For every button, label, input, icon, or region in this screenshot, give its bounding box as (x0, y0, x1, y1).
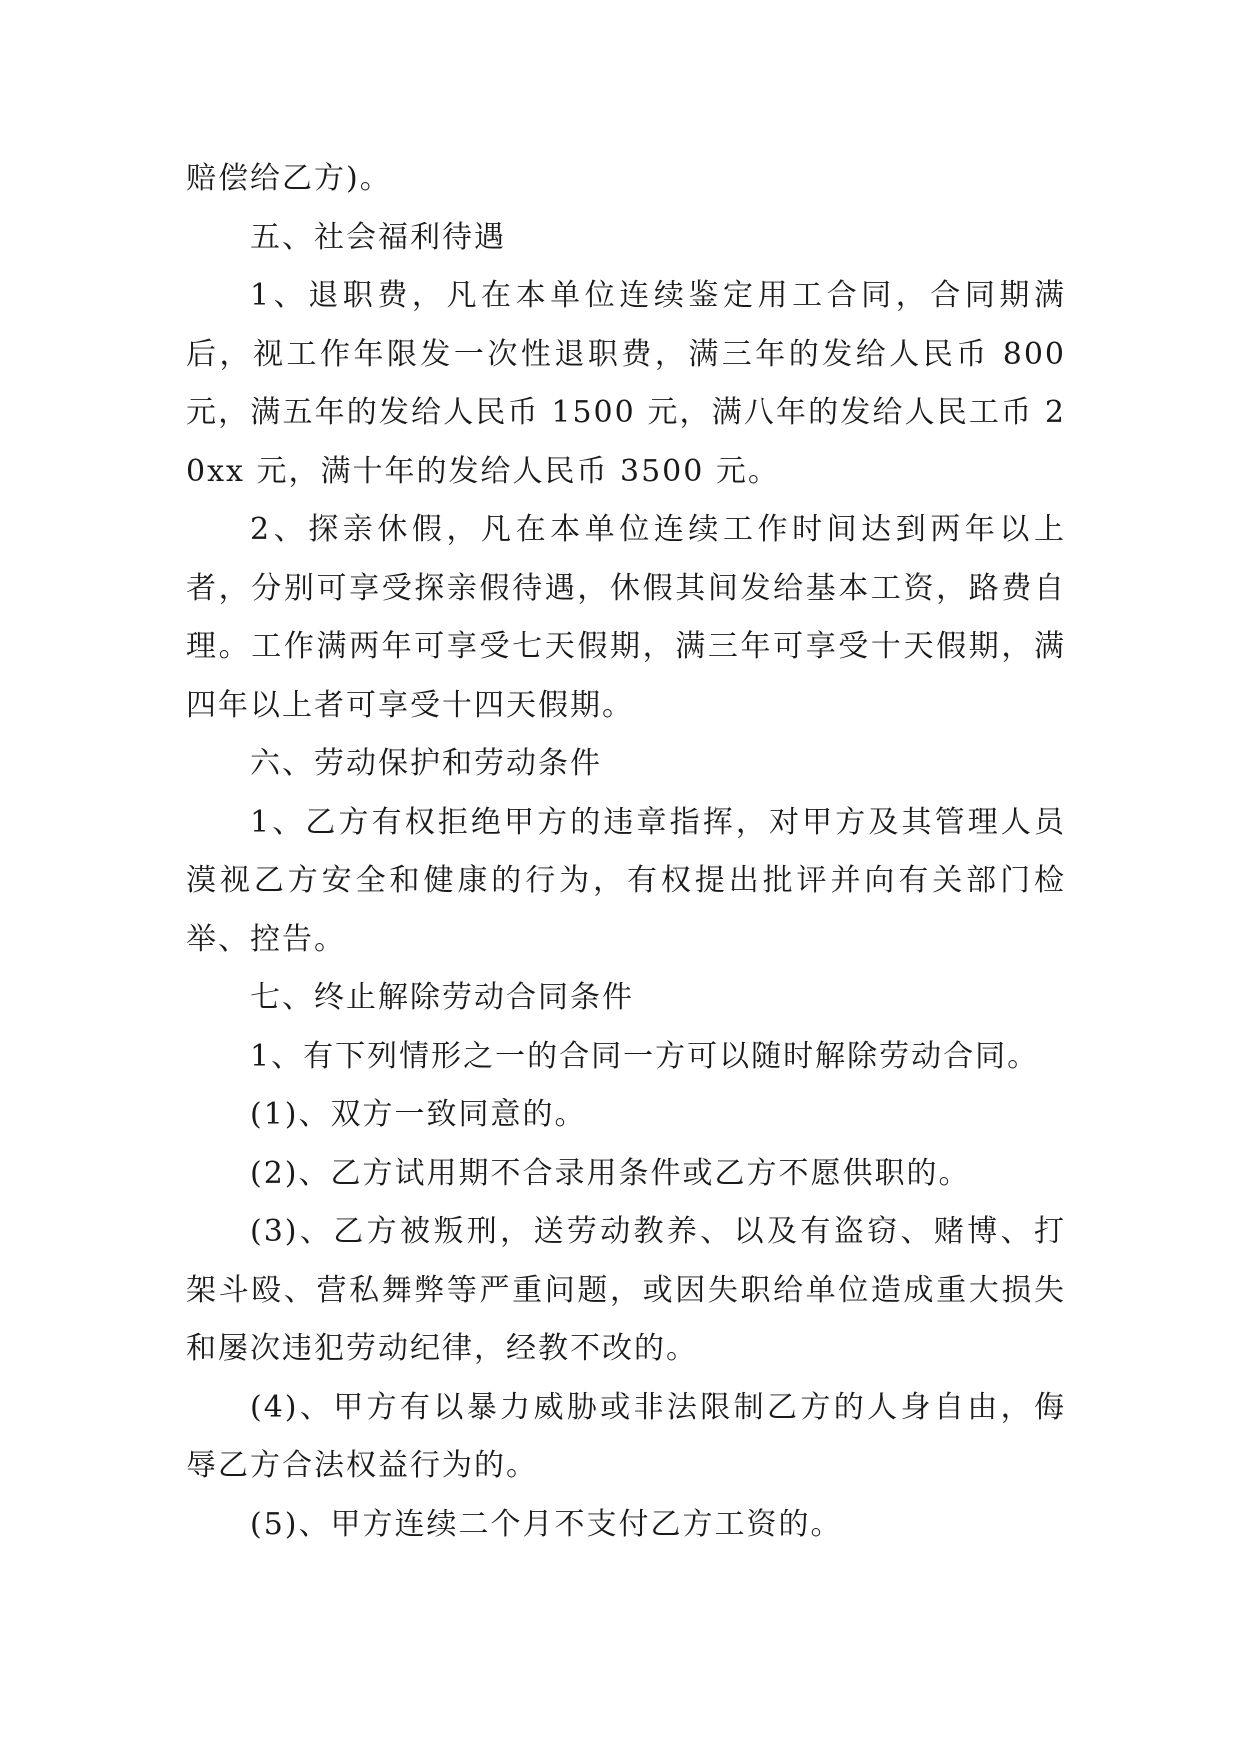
list-item-termination-5: (5)、甲方连续二个月不支付乙方工资的。 (250, 1506, 843, 1542)
section-heading-termination: 七、终止解除劳动合同条件 (250, 980, 634, 1015)
paragraph-severance-pay: 1、退职费，凡在本单位连续鉴定用工合同，合同期满后，视工作年限发一次性退职费，满三年的发给人民币 800 元，满五年的发给人民币 1500 元，满八年的发给人民工币 20xx 元，满十年的发给人民币 3500 元。 (186, 278, 1066, 489)
list-item-termination-3: (3)、乙方被叛刑，送劳动教养、以及有盗窃、赌博、打架斗殴、营私舞弊等严重问题，或因失职给单位造成重大损失和屡次违犯劳动纪律，经教不改的。 (186, 1214, 1066, 1366)
section-heading-welfare: 五、社会福利待遇 (250, 219, 506, 255)
paragraph-right-to-refuse: 1、乙方有权拒绝甲方的违章指挥，对甲方及其管理人员漠视乙方安全和健康的行为，有权提出批评并向有关部门检举、控告。 (186, 804, 1066, 957)
list-item-termination-2: (2)、乙方试用期不合录用条件或乙方不愿供职的。 (250, 1155, 971, 1191)
list-item-termination-1: (1)、双方一致同意的。 (250, 1097, 587, 1132)
paragraph-termination-intro: 1、有下列情形之一的合同一方可以随时解除劳动合同。 (250, 1038, 1040, 1074)
list-item-termination-4: (4)、甲方有以暴力威胁或非法限制乙方的人身自由，侮辱乙方合法权益行为的。 (186, 1389, 1066, 1483)
document-body (186, 150, 1066, 1554)
paragraph-compensation-end: 赔偿给乙方)。 (186, 161, 392, 196)
paragraph-home-leave: 2、探亲休假，凡在本单位连续工作时间达到两年以上者，分别可享受探亲假待遇，休假其间发给基本工资，路费自理。工作满两年可享受七天假期，满三年可享受十天假期，满四年以上者可享受十四天假期。 (186, 512, 1066, 723)
section-heading-labor-protection: 六、劳动保护和劳动条件 (250, 746, 602, 781)
